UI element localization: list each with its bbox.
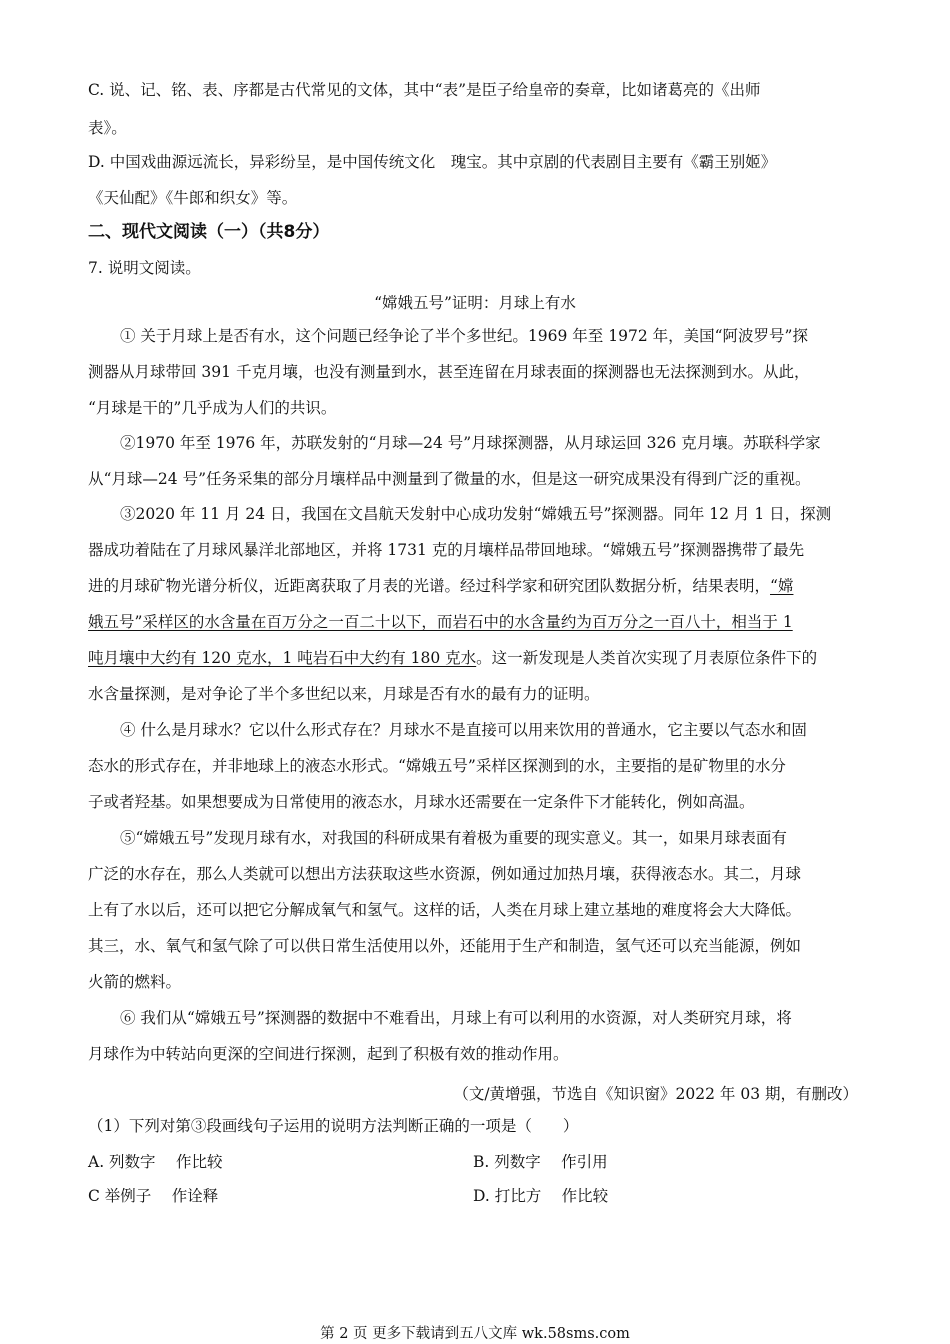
para5-line5: 火箭的燃料。 [88, 973, 182, 991]
underlined-sentence-end: 吨月壤中大约有 120 克水，1 吨岩石中大约有 180 克水 [88, 649, 477, 667]
para5-line4: 其三，水、氧气和氢气除了可以供日常生活使用以外，还能用于生产和制造，氢气还可以充当能源，例如 [88, 937, 802, 955]
para3-line5-text: 。这一新发现是人类首次实现了月表原位条件下的 [476, 649, 818, 667]
option-c-line1: C. 说、记、铭、表、序都是古代常见的文体，其中“表”是臣子给皇帝的奏章，比如诸葛亮的《出师 [88, 81, 761, 99]
page-footer: 第 2 页 更多下载请到五八文库 wk.58sms.com [320, 1326, 630, 1342]
article-title: “嫦娥五号”证明：月球上有水 [374, 294, 576, 312]
para6-line1: ⑥ 我们从“嫦娥五号”探测器的数据中不难看出，月球上有可以利用的水资源，对人类研究月球，将 [120, 1009, 792, 1027]
para3-line3-text: 进的月球矿物光谱分析仪，近距离获取了月表的光谱。经过科学家和研究团队数据分析，结果表明， [88, 577, 771, 595]
para3-line5 [88, 648, 860, 668]
subquestion-prompt: （1）下列对第③段画线句子运用的说明方法判断正确的一项是（ ） [88, 1117, 579, 1135]
article-source: （文/黄增强，节选自《知识窗》2022 年 03 期，有删改） [453, 1085, 858, 1103]
underlined-sentence-mid: 娥五号”采样区的水含量在百万分之一百二十以下，而岩石中的水含量约为百万分之一百八十，相当于 1 [88, 613, 793, 631]
choice-b[interactable]: B. 列数字 作引用 [473, 1153, 608, 1171]
para3-line6: 水含量探测，是对争论了半个多世纪以来，月球是否有水的最有力的证明。 [88, 685, 600, 703]
para5-line2: 广泛的水存在，那么人类就可以想出方法获取这些水资源，例如通过加热月壤，获得液态水。其二，月球 [88, 865, 802, 883]
para5-line1: ⑤“嫦娥五号”发现月球有水，对我国的科研成果有着极为重要的现实意义。其一，如果月球表面有 [120, 829, 787, 847]
para5-line3: 上有了水以后，还可以把它分解成氧气和氢气。这样的话，人类在月球上建立基地的难度将会大大降低。 [88, 901, 802, 919]
para1-line1: ① 关于月球上是否有水，这个问题已经争论了半个多世纪。1969 年至 1972 年，美国“阿波罗号”探 [120, 327, 808, 345]
para2-line1: ②1970 年至 1976 年，苏联发射的“月球—24 号”月球探测器，从月球运回 326 克月壤。苏联科学家 [120, 434, 821, 452]
para1-line2: 测器从月球带回 391 千克月壤，也没有测量到水，甚至连留在月球表面的探测器也无法探测到水。从此， [88, 363, 810, 381]
choice-a[interactable]: A. 列数字 作比较 [88, 1153, 223, 1171]
choice-c[interactable]: C 举例子 作诠释 [88, 1187, 219, 1205]
section-heading: 二、现代文阅读（一）（共8分） [88, 222, 330, 242]
para6-line2: 月球作为中转站向更深的空间进行探测，起到了积极有效的推动作用。 [88, 1045, 569, 1063]
para4-line3: 子或者羟基。如果想要成为日常使用的液态水，月球水还需要在一定条件下才能转化，例如高温。 [88, 793, 755, 811]
option-c-line2: 表》。 [88, 119, 127, 137]
option-d-line1: D. 中国戏曲源远流长，异彩纷呈，是中国传统文化 瑰宝。其中京剧的代表剧目主要有《霸王别姬》 [88, 153, 777, 171]
para4-line1: ④ 什么是月球水？它以什么形式存在？月球水不是直接可以用来饮用的普通水，它主要以气态水和固 [120, 721, 807, 739]
para1-line3: “月球是干的”几乎成为人们的共识。 [88, 399, 337, 417]
para3-line2: 器成功着陆在了月球风暴洋北部地区，并将 1731 克的月壤样品带回地球。“嫦娥五号”探测器携带了最先 [88, 541, 805, 559]
para3-line3 [88, 576, 860, 596]
para3-line1: ③2020 年 11 月 24 日，我国在文昌航天发射中心成功发射“嫦娥五号”探测器。同年 12 月 1 日，探测 [120, 505, 832, 523]
choice-d[interactable]: D. 打比方 作比较 [473, 1187, 609, 1205]
underlined-sentence-start: “嫦 [770, 577, 794, 595]
para4-line2: 态水的形式存在，并非地球上的液态水形式。“嫦娥五号”采样区探测到的水，主要指的是矿物里的水分 [88, 757, 786, 775]
option-d-line2: 《天仙配》《牛郎和织女》等。 [88, 189, 298, 207]
para2-line2: 从“月球—24 号”任务采集的部分月壤样品中测量到了微量的水，但是这一研究成果没有得到广泛的重视。 [88, 470, 811, 488]
question-intro: 7. 说明文阅读。 [88, 259, 201, 277]
